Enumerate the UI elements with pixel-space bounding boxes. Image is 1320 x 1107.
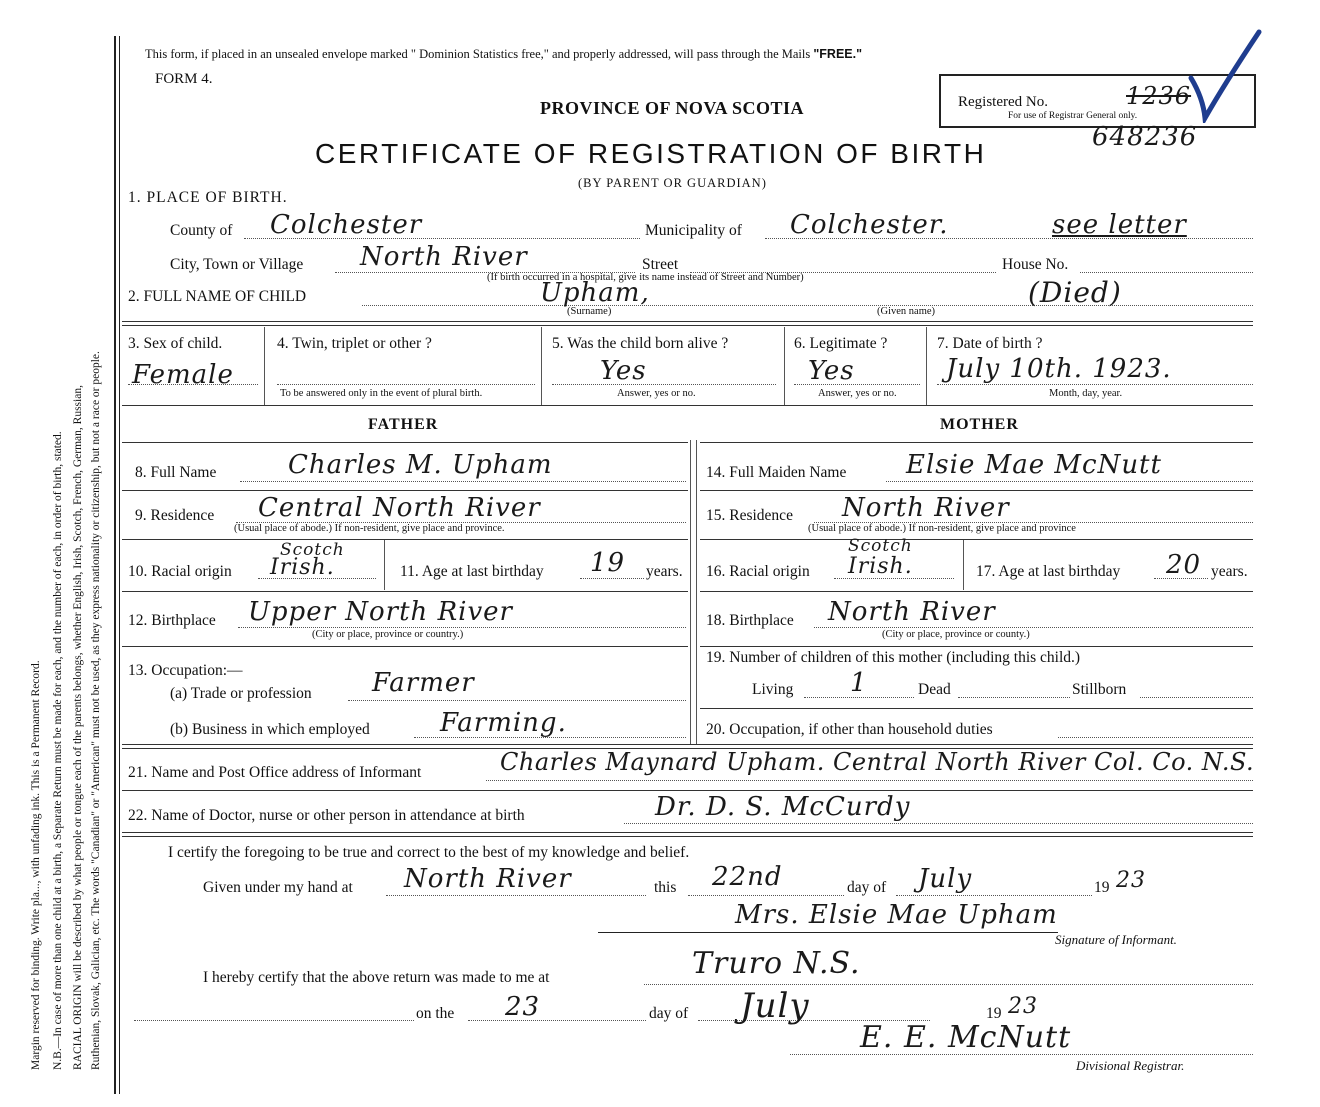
father-race-above: Scotch <box>280 540 345 560</box>
father-heading: FATHER <box>368 416 439 433</box>
father-birthplace-note: (City or place, province or country.) <box>312 629 464 640</box>
return-label: I hereby certify that the above return was made to me at <box>203 969 550 986</box>
place-of-birth-heading: 1. PLACE OF BIRTH. <box>128 189 288 206</box>
check-mark-icon <box>1185 28 1265 123</box>
father-name-value: Charles M. Upham <box>288 450 553 480</box>
legitimate-value: Yes <box>808 356 855 386</box>
children-count-label: 19. Number of children of this mother (including this child.) <box>706 649 1081 666</box>
stamp-number: 648236 <box>1092 122 1198 152</box>
father-name-label: 8. Full Name <box>135 464 217 481</box>
margin-note-2: N.B.—In case of more than one child at a birth, a Separate Return must be made for each, and the number of each, in order of birth, stated. <box>52 431 64 1070</box>
municipality-label: Municipality of <box>645 222 742 239</box>
alive-value: Yes <box>600 356 647 386</box>
city-value: North River <box>360 242 528 272</box>
see-letter-note: see letter <box>1052 210 1187 240</box>
mother-name-label: 14. Full Maiden Name <box>706 464 847 481</box>
living-label: Living <box>752 681 794 698</box>
registrar-caption: Divisional Registrar. <box>1076 1058 1185 1073</box>
surname-caption: (Surname) <box>567 306 612 317</box>
registered-value: 1236 <box>1126 82 1192 110</box>
return-year-value: 23 <box>1008 994 1038 1019</box>
return-place-value: Truro N.S. <box>692 946 861 981</box>
father-residence-note: (Usual place of abode.) If non-resident, give place and province. <box>234 523 505 534</box>
on-the-label: on the <box>416 1005 455 1022</box>
municipality-value: Colchester. <box>790 210 949 240</box>
certify-statement: I certify the foregoing to be true and correct to the best of my knowledge and belief. <box>168 844 690 861</box>
informant-value: Charles Maynard Upham. Central North River Col. Co. N.S. <box>500 748 1255 776</box>
trade-label: (a) Trade or profession <box>170 685 312 702</box>
father-age-unit: years. <box>646 563 683 580</box>
house-label: House No. <box>1002 256 1069 273</box>
given-year-prefix: 19 <box>1094 879 1110 896</box>
given-caption: (Given name) <box>877 306 936 317</box>
father-residence-label: 9. Residence <box>135 507 215 524</box>
street-label: Street <box>642 256 679 273</box>
province-heading: PROVINCE OF NOVA SCOTIA <box>540 98 805 118</box>
child-surname: Upham, <box>540 278 650 308</box>
registered-label: Registered No. <box>958 94 1048 110</box>
father-birthplace-label: 12. Birthplace <box>128 612 216 629</box>
father-age-label: 11. Age at last birthday <box>400 563 544 580</box>
mother-race-above: Scotch <box>848 536 913 556</box>
return-month-value: July <box>740 986 810 1026</box>
sex-label: 3. Sex of child. <box>128 335 223 352</box>
doctor-value: Dr. D. S. McCurdy <box>655 792 911 822</box>
legitimate-label: 6. Legitimate ? <box>794 335 888 352</box>
margin-note-4: Ruthenian, Slovak, Galician, etc. The words "Canadian" or "American" must not be used, as they express nationality or citizenship, but not a race or people. <box>90 351 102 1070</box>
given-month-value: July <box>918 864 973 894</box>
mother-race-value: Irish. <box>848 554 913 579</box>
dob-label: 7. Date of birth ? <box>937 335 1043 352</box>
child-name-label: 2. FULL NAME OF CHILD <box>128 288 307 305</box>
registrar-signature: E. E. McNutt <box>860 1020 1072 1055</box>
given-day-of-label: day of <box>847 879 887 896</box>
dob-note: Month, day, year. <box>1049 388 1123 399</box>
city-label: City, Town or Village <box>170 256 304 273</box>
alive-note: Answer, yes or no. <box>617 388 696 399</box>
hospital-note: (If birth occurred in a hospital, give its name instead of Street and Number) <box>487 272 804 283</box>
certificate-subtitle: (BY PARENT OR GUARDIAN) <box>578 176 767 190</box>
alive-label: 5. Was the child born alive ? <box>552 335 729 352</box>
business-label: (b) Business in which employed <box>170 721 370 738</box>
mother-birthplace-label: 18. Birthplace <box>706 612 794 629</box>
given-under-label: Given under my hand at <box>203 879 353 896</box>
registrar-note: For use of Registrar General only. <box>1008 111 1138 121</box>
binding-line-outer <box>114 36 116 1094</box>
child-given-name: (Died) <box>1028 276 1122 309</box>
twin-label: 4. Twin, triplet or other ? <box>277 335 432 352</box>
mail-notice: This form, if placed in an unsealed envelope marked " Dominion Statistics free," and properly addressed, will pass through the Mails "FREE." <box>145 47 863 61</box>
father-race-label: 10. Racial origin <box>128 563 232 580</box>
informant-signature-caption: Signature of Informant. <box>1055 932 1177 947</box>
return-year-prefix: 19 <box>986 1005 1002 1022</box>
informant-label: 21. Name and Post Office address of Informant <box>128 764 422 781</box>
sex-value: Female <box>132 360 234 390</box>
mother-birthplace-value: North River <box>828 597 996 627</box>
mother-age-value: 20 <box>1166 550 1202 580</box>
informant-signature: Mrs. Elsie Mae Upham <box>735 900 1058 930</box>
legitimate-note: Answer, yes or no. <box>818 388 897 399</box>
this-label: this <box>654 879 677 896</box>
given-place-value: North River <box>404 864 572 894</box>
mother-occupation-label: 20. Occupation, if other than household duties <box>706 721 993 738</box>
trade-value: Farmer <box>372 668 475 698</box>
father-residence-value: Central North River <box>258 493 541 523</box>
county-value: Colchester <box>270 210 423 240</box>
binding-line-inner <box>119 36 120 1094</box>
mother-residence-value: North River <box>842 493 1010 523</box>
father-age-value: 19 <box>590 548 626 578</box>
doctor-label: 22. Name of Doctor, nurse or other person in attendance at birth <box>128 807 525 824</box>
mother-age-label: 17. Age at last birthday <box>976 563 1121 580</box>
mother-heading: MOTHER <box>940 416 1019 433</box>
dead-label: Dead <box>918 681 951 698</box>
form-number: FORM 4. <box>155 71 213 87</box>
mother-residence-label: 15. Residence <box>706 507 793 524</box>
twin-note: To be answered only in the event of plural birth. <box>280 388 483 399</box>
business-value: Farming. <box>440 708 567 738</box>
father-race-value: Irish. <box>270 555 335 580</box>
margin-note-1: Margin reserved for binding. Write pla..., with unfading ink. This is a Permanent Record. <box>30 660 42 1070</box>
mother-residence-note: (Usual place of abode.) If non-resident, give place and province <box>808 523 1076 534</box>
dob-value: July 10th. 1923. <box>946 354 1172 384</box>
mother-age-unit: years. <box>1211 563 1248 580</box>
given-day-value: 22nd <box>712 862 783 892</box>
father-birthplace-value: Upper North River <box>248 597 513 627</box>
margin-note-3: RACIAL ORIGIN will be described by what people or tongue each of the parents belongs, whether English, Irish, Scotch, French, German, Russian, <box>72 385 84 1070</box>
father-occupation-label: 13. Occupation:— <box>128 662 243 679</box>
certificate-title: CERTIFICATE OF REGISTRATION OF BIRTH <box>315 138 987 169</box>
mother-name-value: Elsie Mae McNutt <box>906 450 1162 480</box>
given-year-value: 23 <box>1116 868 1146 893</box>
return-day-of-label: day of <box>649 1005 689 1022</box>
county-label: County of <box>170 222 233 239</box>
stillborn-label: Stillborn <box>1072 681 1127 698</box>
living-value: 1 <box>850 668 868 698</box>
return-day-value: 23 <box>505 992 541 1022</box>
mother-birthplace-note: (City or place, province or county.) <box>882 629 1030 640</box>
mother-race-label: 16. Racial origin <box>706 563 810 580</box>
